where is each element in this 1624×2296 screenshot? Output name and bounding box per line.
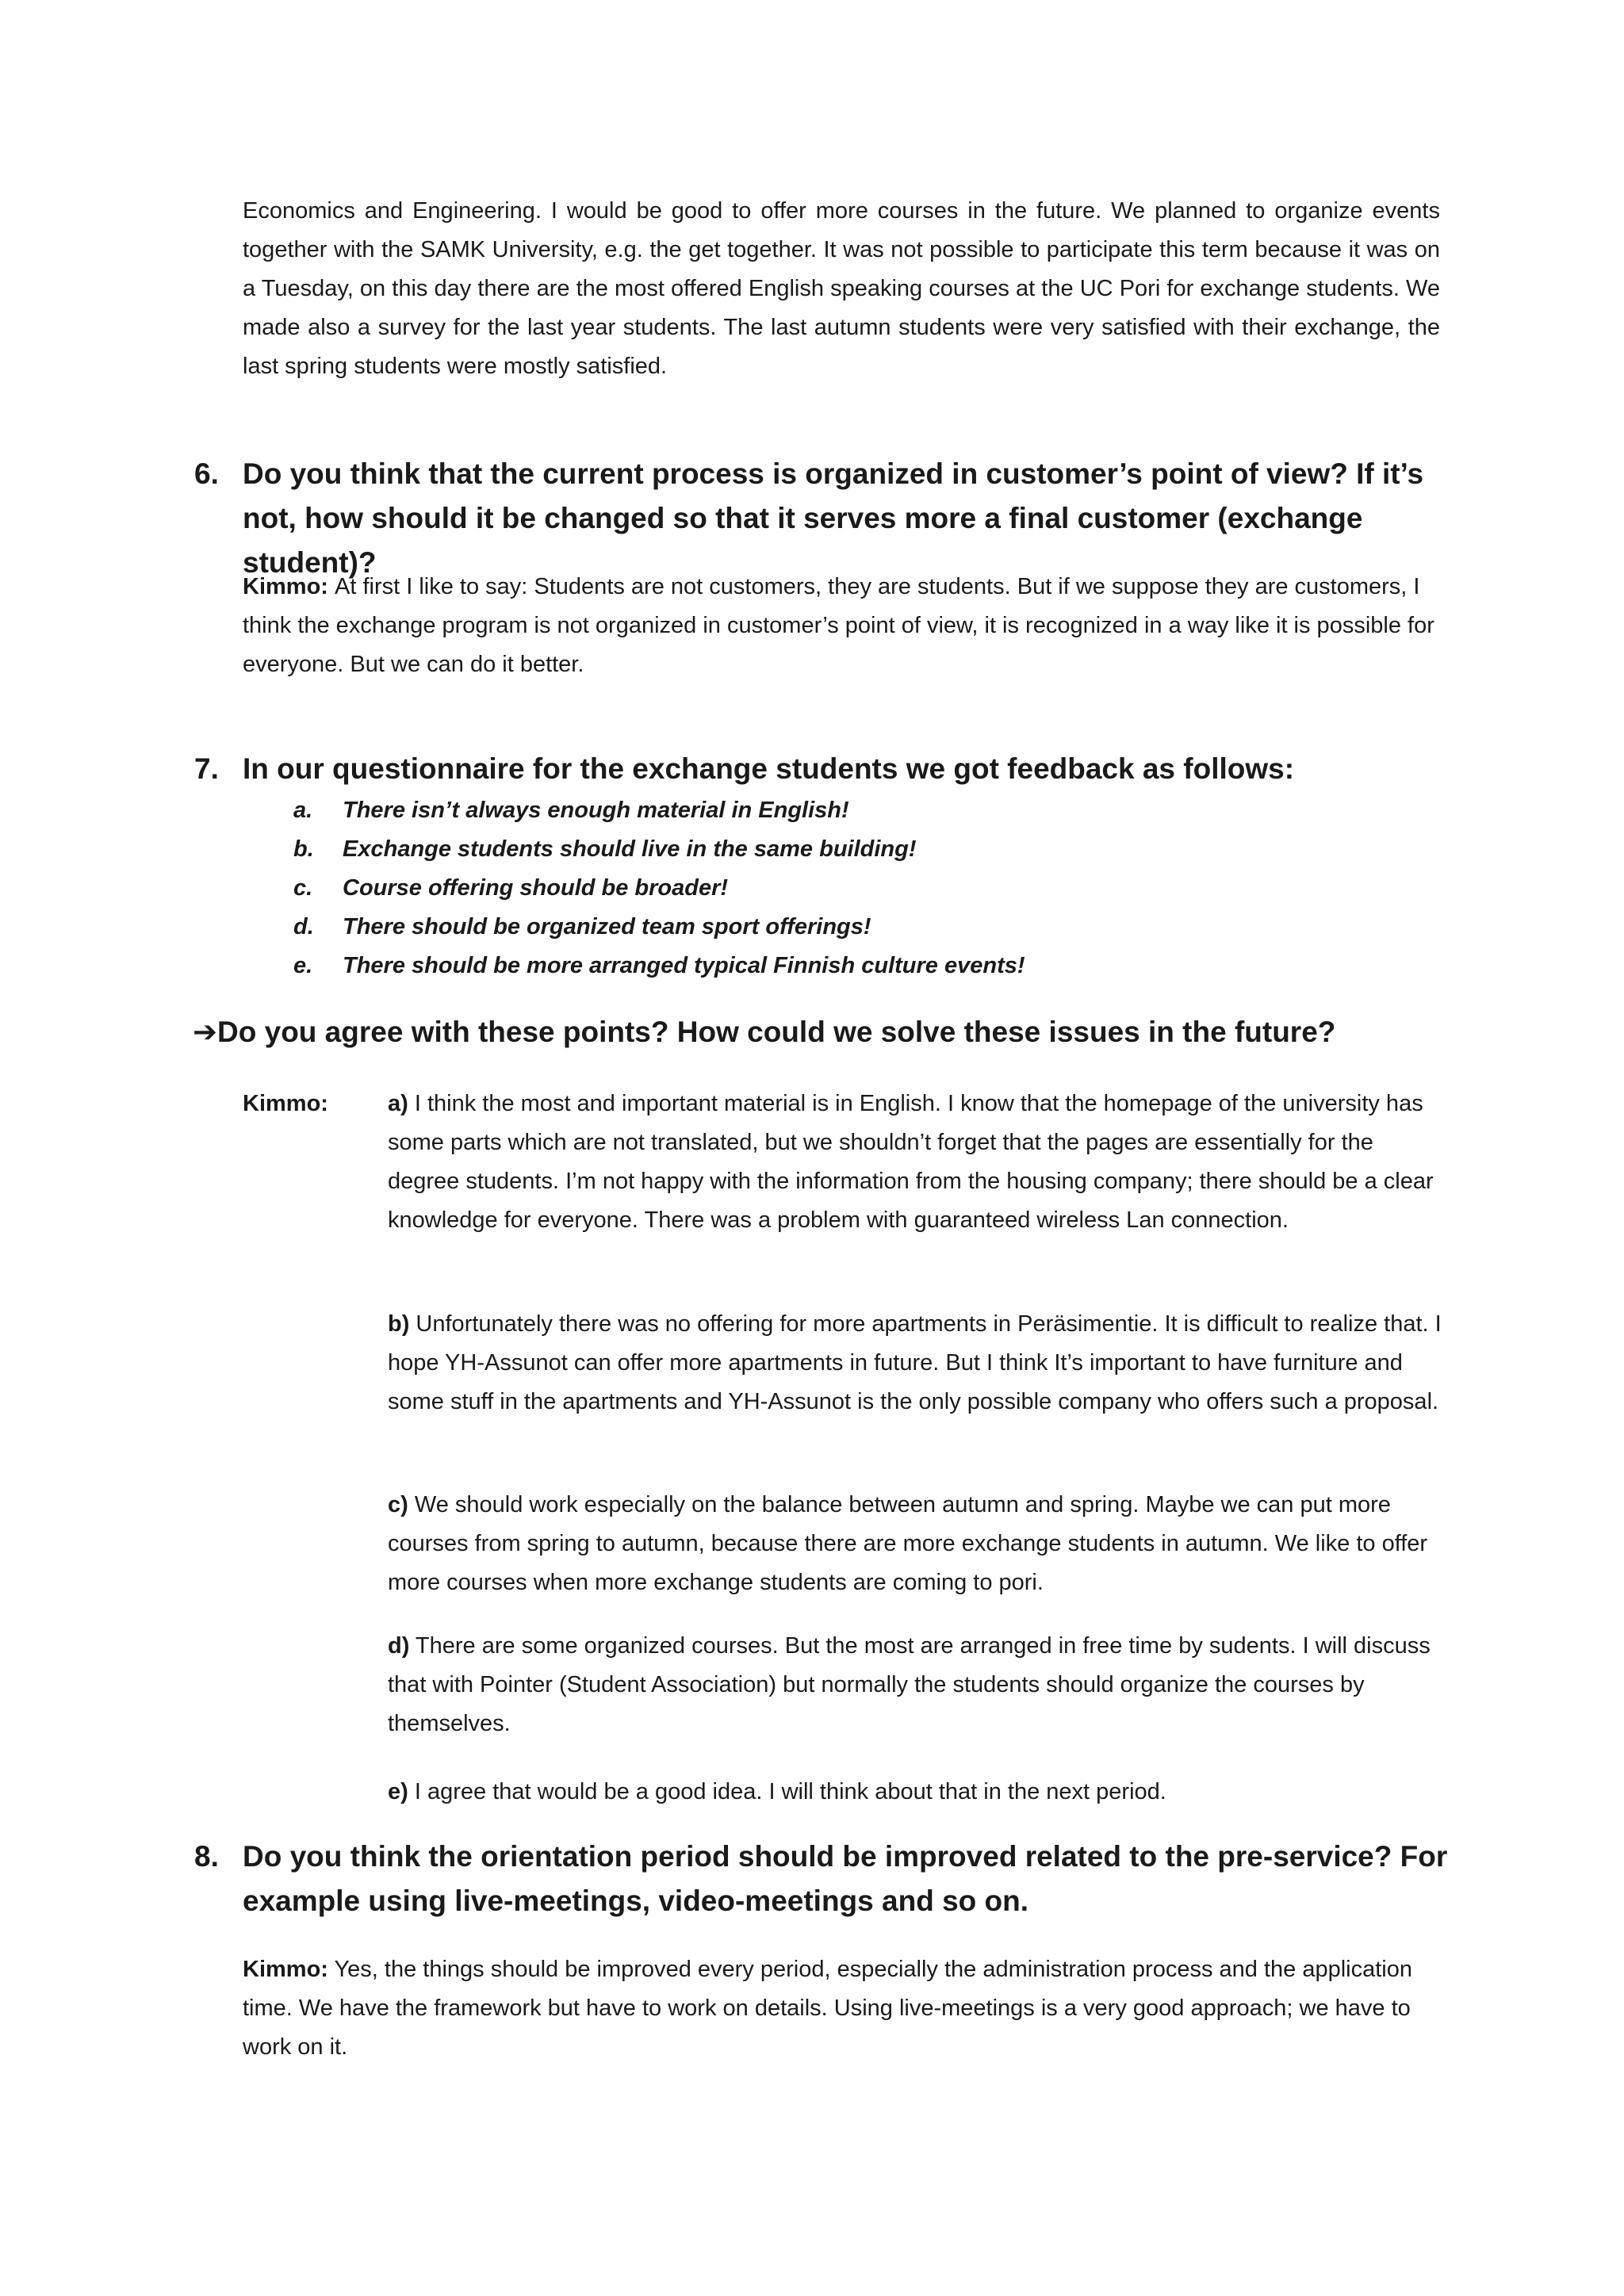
answer-c (388, 1486, 1442, 1602)
speaker-label: Kimmo: (243, 1091, 328, 1116)
answer-tag: c) (388, 1492, 408, 1517)
question-6-text: Do you think that the current process is organized in customer’s point of view? If it’s not, how should it be changed so that it serves more a final customer (exchange student)? (243, 457, 1424, 579)
question-7-number: 7. (194, 752, 219, 785)
question-6-number: 6. (194, 457, 219, 490)
answer-tag: b) (388, 1311, 410, 1337)
list-text: There should be more arranged typical Finnish culture events! (343, 953, 1025, 978)
followup-question (193, 1010, 1335, 1054)
answer-e (388, 1773, 1442, 1812)
question-8-text: Do you think the orientation period should be improved related to the pre-service? For example using live-meetings, video-meetings and so on. (243, 1840, 1448, 1917)
feedback-list (293, 791, 1025, 985)
followup-text: Do you agree with these points? How could we solve these issues in the future? (217, 1016, 1336, 1048)
list-text: Exchange students should live in the same building! (343, 836, 917, 862)
answer-text: We should work especially on the balance between autumn and spring. Maybe we can put more courses from spring to autumn, because there are more exchange students in autumn. We like to offer more courses when more exchange students are coming to pori. (388, 1492, 1428, 1595)
answer-d (388, 1627, 1442, 1743)
intro-line: events together with the SAMK University, e.g. the get together. It was not possible to participate this term (243, 198, 1440, 262)
list-item (293, 869, 1025, 908)
question-8-number: 8. (194, 1840, 219, 1873)
answer-text: I think the most and important material is in English. I know that the homepage of the university has some parts which are not translated, but we shouldn’t forget that the pages are essentially for the degree students. I’m not happy with the information from the housing company; there should be a clear knowledge for everyone. There was a problem with guaranteed wireless Lan connection. (388, 1091, 1434, 1233)
answer-tag: d) (388, 1633, 410, 1659)
intro-line: were very satisfied with their exchange, the last spring students were mostly satisfied. (243, 315, 1441, 379)
list-letter: d. (293, 914, 314, 939)
question-7-text: In our questionnaire for the exchange students we got feedback as follows: (243, 752, 1295, 785)
arrow-icon: ➔ (193, 1016, 218, 1048)
intro-paragraph (243, 192, 1440, 386)
list-letter: c. (293, 875, 313, 901)
question-6-answer (243, 568, 1448, 684)
list-item (293, 830, 1025, 869)
answer-tag: a) (388, 1091, 408, 1116)
answer-text: Unfortunately there was no offering for more apartments in Peräsimentie. It is difficult to realize that. I hope YH-Assunot can offer more apartments in future. But I think It’s important to have furniture and some stuff in the apartments and YH-Assunot is the only possible company who offers such a proposal. (388, 1311, 1442, 1414)
answer-text: At first I like to say: Students are not customers, they are students. But if we suppose they are customers, I think the exchange program is not organized in customer’s point of view, it is recognized in a way like it is possible for everyone. But we can do it better. (243, 574, 1434, 677)
list-item (293, 791, 1025, 830)
intro-line: Pori for exchange students. We made also a survey for the last year students. The last autumn students (243, 276, 1441, 340)
answer-b (388, 1305, 1442, 1422)
answer-text: I agree that would be a good idea. I will think about that in the next period. (408, 1779, 1166, 1804)
answer-tag: e) (388, 1779, 408, 1804)
speaker-label: Kimmo: (243, 1957, 328, 1982)
list-text: There isn’t always enough material in English! (343, 798, 849, 823)
answer-text: There are some organized courses. But the most are arranged in free time by sudents. I will discuss that with Pointer (Student Association) but normally the students should organize the courses by themselves. (388, 1633, 1431, 1736)
list-text: Course offering should be broader! (343, 875, 729, 901)
intro-line: because it was on a Tuesday, on this day there are the most offered English speaking courses at the UC (243, 237, 1440, 301)
list-text: There should be organized team sport offerings! (343, 914, 871, 939)
question-8-answer (243, 1950, 1448, 2067)
speaker-label: Kimmo: (243, 574, 335, 599)
list-item (293, 908, 1025, 947)
answer-text: Yes, the things should be improved every period, especially the administration process and the application time. We have the framework but have to work on details. Using live-meetings is a very good approach; we have to work on it. (243, 1957, 1413, 2060)
intro-line: Economics and Engineering. I would be good to offer more courses in the future. We planned to organize (243, 198, 1373, 224)
list-letter: e. (293, 953, 313, 978)
list-item (293, 947, 1025, 985)
answer-a (388, 1085, 1442, 1240)
list-letter: a. (293, 798, 313, 823)
list-letter: b. (293, 836, 314, 862)
